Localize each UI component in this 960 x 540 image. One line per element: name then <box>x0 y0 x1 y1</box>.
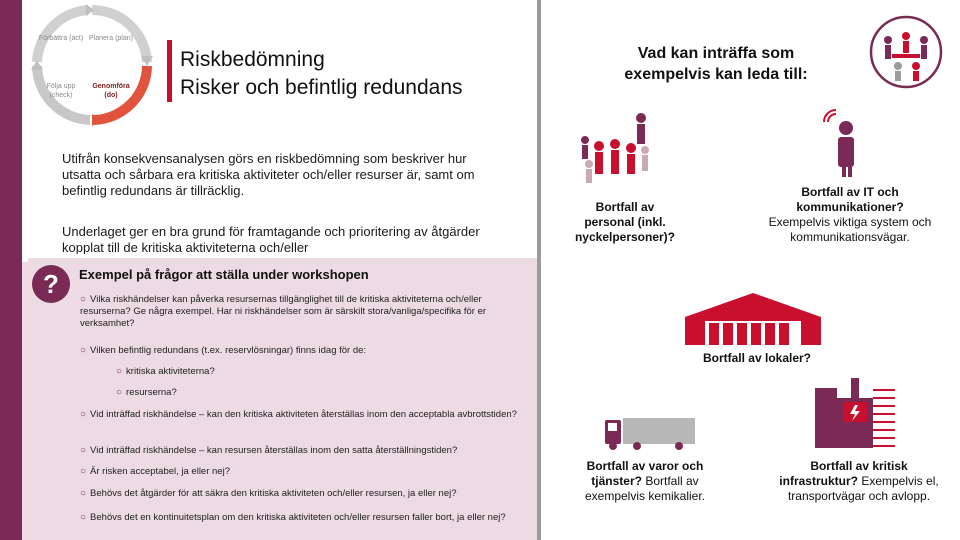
bullet-icon: ○ <box>80 512 87 523</box>
question-text: kritiska aktiviteterna? <box>126 366 215 377</box>
personal-caption <box>560 200 690 245</box>
bullet-icon: ○ <box>116 387 123 398</box>
bullet-icon: ○ <box>80 445 87 456</box>
caption-line: nyckelpersoner)? <box>574 230 676 244</box>
caption-line: Exempelvis viktiga system och kommunikationsvägar. <box>768 215 932 244</box>
bullet-icon: ○ <box>80 488 87 499</box>
caption-normal: Bortfall av exempelvis kemikalier. <box>584 474 706 503</box>
bullet-icon: ○ <box>80 345 87 356</box>
infra-caption <box>770 459 948 504</box>
left-brand-bar <box>0 0 22 540</box>
caption-line: personal (inkl. <box>584 215 666 229</box>
question-icon: ? <box>32 265 70 303</box>
workshop-title: Exempel på frågor att ställa under workshopen <box>79 267 369 282</box>
lokaler-caption <box>682 351 832 366</box>
caption-bold: Bortfall av kritisk infrastruktur? <box>779 459 908 488</box>
it-caption <box>760 185 940 245</box>
pdca-cycle-diagram <box>22 0 162 130</box>
phone-person-icon <box>818 108 868 178</box>
second-paragraph: Underlaget ger en bra grund för framtagande och prioritering av åtgärder kopplat till de kritiska aktiviteterna och/eller <box>62 224 480 254</box>
caption-line: kommunikationer? <box>796 200 904 214</box>
question-text: Är risken acceptabel, ja eller nej? <box>90 466 230 477</box>
question-item <box>80 409 520 421</box>
caption-line: Bortfall av lokaler? <box>702 351 812 365</box>
vertical-divider <box>537 0 541 540</box>
bullet-icon: ○ <box>80 466 87 477</box>
question-subitem <box>116 366 416 378</box>
cycle-label-act: Förbättra (act) <box>38 35 84 42</box>
question-item <box>80 488 530 500</box>
question-text: Behövs det åtgärder för att säkra den kritiska aktiviteten och/eller resursen, ja eller nej? <box>90 488 457 499</box>
caption-normal: Exempelvis el, transportvägar och avlopp. <box>787 474 939 503</box>
bullet-icon: ○ <box>80 294 87 305</box>
cycle-label-do: Genomföra (do) <box>92 83 130 99</box>
question-text: Vid inträffad riskhändelse – kan den kritiska aktiviteten återställas inom den acceptabla avbrottstiden? <box>90 409 517 420</box>
question-text: Vilken befintlig redundans (t.ex. reservlösningar) finns idag för de: <box>90 345 367 356</box>
building-icon <box>685 293 821 345</box>
question-text: Vid inträffad riskhändelse – kan resursen återställas inom den satta återställningstiden? <box>90 445 458 456</box>
question-item <box>80 345 520 357</box>
intro-paragraph: Utifrån konsekvensanalysen görs en riskbedömning som beskriver hur utsatta och sårbara era kritiska aktiviteter och/eller resurser är, samt om befintlig redundans är tillräcklig. <box>62 151 475 198</box>
question-item <box>80 294 520 330</box>
truck-icon <box>605 416 695 452</box>
question-text: resurserna? <box>126 387 177 398</box>
right-heading <box>596 43 836 85</box>
bullet-icon: ○ <box>80 409 87 420</box>
cycle-label-check: Följa upp (check) <box>46 83 76 99</box>
caption-bold: Bortfall av varor och tjänster? <box>586 459 704 488</box>
title-accent-bar <box>167 40 172 102</box>
caption-line: Bortfall av <box>595 200 655 214</box>
people-icon <box>575 110 665 190</box>
question-item <box>80 445 530 457</box>
page-subtitle: Risker och befintlig redundans <box>180 76 463 99</box>
question-text: Vilka riskhändelser kan påverka resursernas tillgänglighet till de kritiska aktiviteterna och/eller resurserna? Ge några exempel. Har ni riskhändelser som är särskilt stora/vanliga/specifika för er verksamhet? <box>80 294 487 329</box>
bullet-icon: ○ <box>116 366 123 377</box>
question-subitem <box>116 387 416 399</box>
caption-line: Bortfall av IT och <box>801 185 899 199</box>
power-plant-icon <box>815 378 895 450</box>
question-item <box>80 466 520 478</box>
cycle-icon <box>22 0 162 130</box>
varor-caption <box>570 459 720 504</box>
page-title: Riskbedömning <box>180 48 325 71</box>
team-circle-icon <box>868 14 944 90</box>
right-heading-line: Vad kan inträffa som <box>637 45 795 62</box>
right-heading-line: exempelvis kan leda till: <box>624 66 808 83</box>
cycle-label-plan: Planera (plan) <box>89 35 133 42</box>
question-item <box>80 512 520 524</box>
question-text: Behövs det en kontinuitetsplan om den kritiska aktiviteten och/eller resursen faller bort, ja eller nej? <box>90 512 506 523</box>
